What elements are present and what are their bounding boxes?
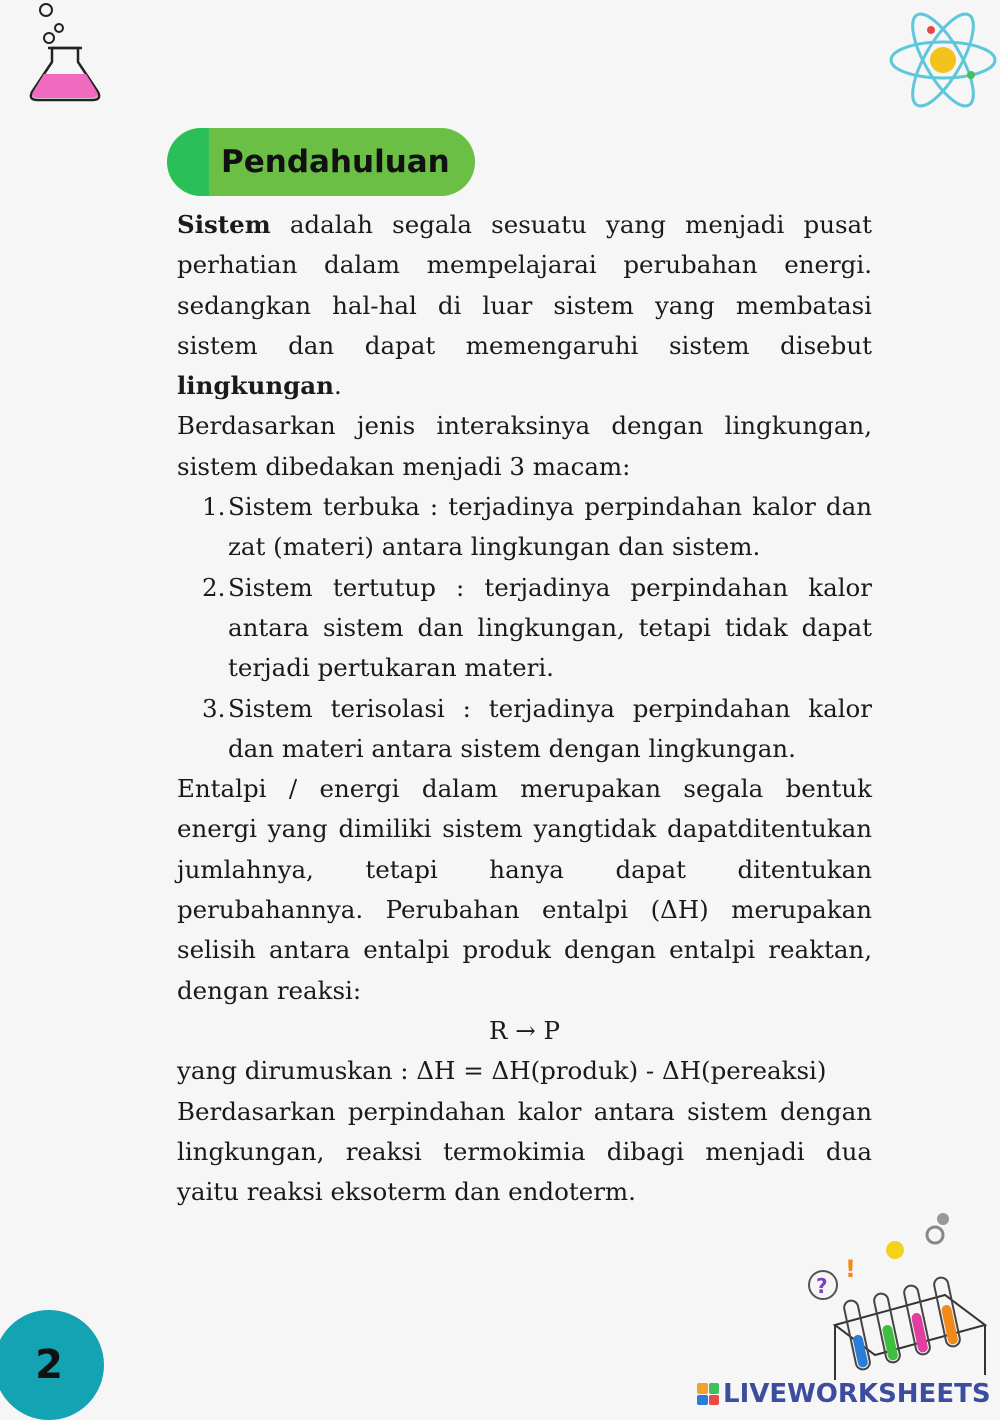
- liveworksheets-watermark: [697, 1378, 991, 1410]
- term-sistem: Sistem: [177, 210, 271, 239]
- atom-icon: [885, 5, 1000, 115]
- paragraph-entalpi: Entalpi / energi dalam merupakan segala bentuk energi yang dimiliki sistem yangtidak dapatditentukan jumlahnya, tetapi hanya dapat ditentukan perubahannya. Perubahan entalpi (ΔH) merupakan selisih antara entalpi produk dengan entalpi reaktan, dengan reaksi:: [177, 774, 872, 1005]
- paragraph-reaksi-termokimia: Berdasarkan perpindahan kalor antara sistem dengan lingkungan, reaksi termokimia dibagi menjadi dua yaitu reaksi eksoterm dan endoterm.: [177, 1096, 872, 1207]
- paragraph-jenis-sistem: Berdasarkan jenis interaksinya dengan lingkungan, sistem dibedakan menjadi 3 macam:: [177, 411, 872, 481]
- list-item-text: Sistem tertutup : terjadinya perpindahan kalor antara sistem dan lingkungan, tetapi tidak dapat terjadi pertukaran materi.: [228, 572, 872, 683]
- reaction-equation: R → P: [488, 1015, 561, 1045]
- title-banner-cap: [167, 128, 209, 196]
- list-item: [177, 689, 872, 770]
- svg-text:!: !: [845, 1255, 856, 1283]
- body-text: [177, 205, 872, 1212]
- paragraph-sistem: [177, 205, 872, 406]
- list-item-text: Sistem terbuka : terjadinya perpindahan kalor dan zat (materi) antara lingkungan dan sistem.: [228, 492, 872, 562]
- list-item-number: 2.: [202, 572, 226, 602]
- paragraph-sistem-end: .: [333, 371, 342, 401]
- term-lingkungan: lingkungan: [177, 371, 334, 401]
- svg-text:?: ?: [816, 1274, 828, 1298]
- system-types-list: [177, 487, 872, 769]
- list-item-text: Sistem terisolasi : terjadinya perpindahan kalor dan materi antara sistem dengan lingkungan.: [228, 693, 872, 763]
- section-title-banner: [167, 128, 475, 196]
- page-number-badge: [0, 1310, 104, 1420]
- list-item-number: 3.: [202, 693, 226, 723]
- list-item-number: 1.: [202, 492, 226, 522]
- page-number: 2: [35, 1342, 63, 1388]
- enthalpy-formula: yang dirumuskan : ΔH = ΔH(produk) - ΔH(pereaksi): [177, 1056, 827, 1086]
- flask-icon: [20, 0, 110, 105]
- liveworksheets-logo-icon: [697, 1383, 719, 1405]
- paragraph-sistem-text: adalah segala sesuatu yang menjadi pusat perhatian dalam mempelajarai perubahan energi. sedangkan hal-hal di luar sistem yang membatasi sistem dan dapat memengaruhi sistem disebut: [177, 210, 872, 360]
- liveworksheets-brand: LIVEWORKSHEETS: [723, 1379, 991, 1409]
- test-tubes-icon: [795, 1205, 995, 1385]
- list-item: [177, 487, 872, 568]
- list-item: [177, 568, 872, 689]
- section-title: Pendahuluan: [221, 144, 450, 180]
